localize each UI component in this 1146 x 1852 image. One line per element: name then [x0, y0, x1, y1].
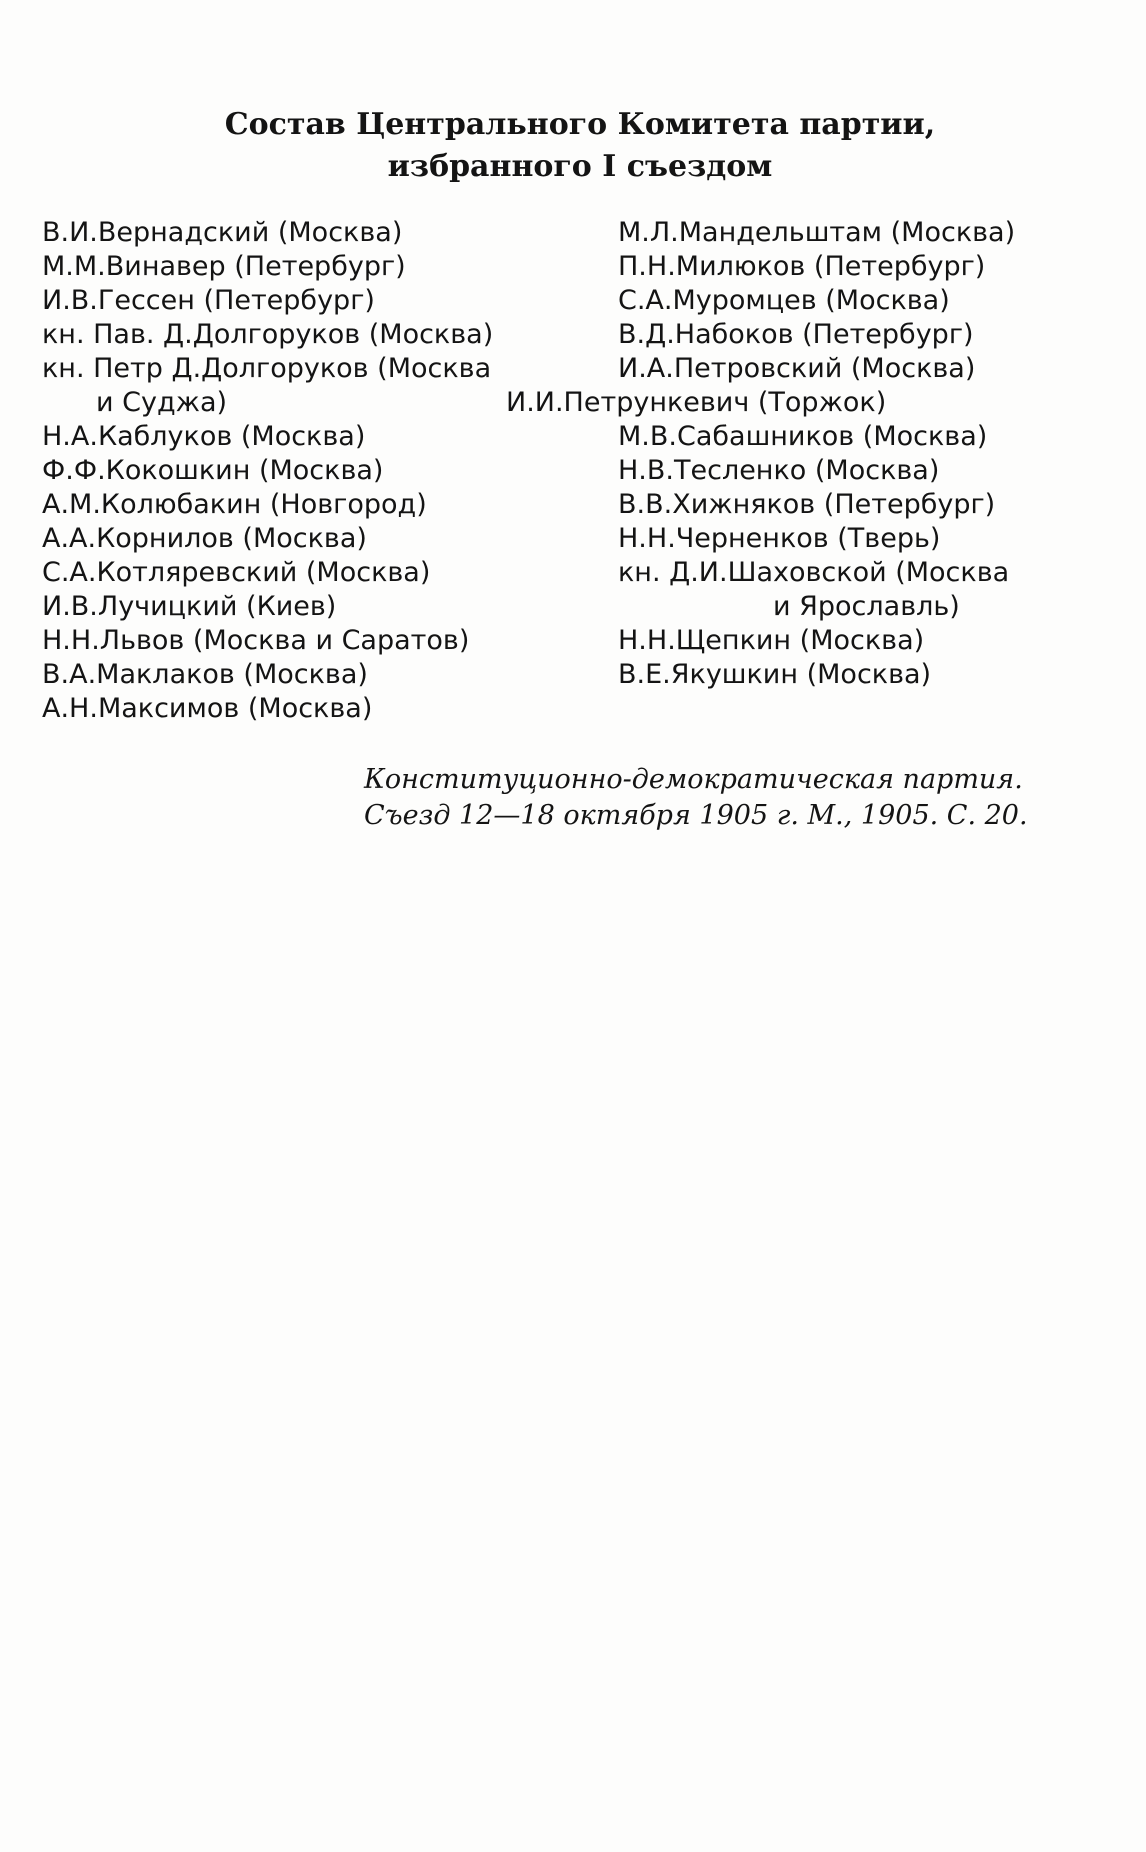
member-entry-continuation: и Ярославль): [773, 591, 960, 622]
member-entry: В.А.Маклаков (Москва): [42, 659, 368, 690]
member-entry: А.М.Колюбакин (Новгород): [42, 489, 427, 520]
member-entry: С.А.Муромцев (Москва): [618, 285, 950, 316]
member-entry: Н.В.Тесленко (Москва): [618, 455, 940, 486]
member-entry: В.Е.Якушкин (Москва): [618, 659, 932, 690]
member-entry: М.В.Сабашников (Москва): [618, 421, 988, 452]
member-entry: кн. Пав. Д.Долгоруков (Москва): [42, 319, 494, 350]
member-entry: Н.Н.Львов (Москва и Саратов): [42, 625, 470, 656]
member-entry: кн. Д.И.Шаховской (Москва: [618, 557, 1010, 588]
members-right-column: [506, 216, 1016, 692]
member-entry: И.А.Петровский (Москва): [618, 353, 976, 384]
member-entry: А.А.Корнилов (Москва): [42, 523, 367, 554]
title-line-2: избранного I съездом: [387, 149, 773, 184]
member-entry: В.В.Хижняков (Петербург): [618, 489, 996, 520]
source-citation: [364, 762, 1028, 834]
member-entry: В.Д.Набоков (Петербург): [618, 319, 974, 350]
member-entry-continuation: и Суджа): [96, 387, 228, 418]
member-entry: И.И.Петрункевич (Торжок): [506, 387, 887, 418]
members-left-column: [42, 216, 493, 726]
document-title: [0, 104, 1146, 188]
title-line-1: Состав Центрального Комитета партии,: [224, 107, 936, 142]
member-entry: Н.Н.Черненков (Тверь): [618, 523, 941, 554]
citation-line-2: Съезд 12—18 октября 1905 г. М., 1905. С. 20.: [364, 800, 1028, 831]
member-entry: Ф.Ф.Кокошкин (Москва): [42, 455, 384, 486]
member-entry: И.В.Гессен (Петербург): [42, 285, 375, 316]
member-entry: И.В.Лучицкий (Киев): [42, 591, 337, 622]
member-entry: С.А.Котляревский (Москва): [42, 557, 431, 588]
member-entry: Н.Н.Щепкин (Москва): [618, 625, 925, 656]
citation-line-1: Конституционно-демократическая партия.: [364, 764, 1023, 795]
member-entry: В.И.Вернадский (Москва): [42, 217, 403, 248]
member-entry: Н.А.Каблуков (Москва): [42, 421, 366, 452]
member-entry: А.Н.Максимов (Москва): [42, 693, 373, 724]
member-entry: М.Л.Мандельштам (Москва): [618, 217, 1016, 248]
member-entry: П.Н.Милюков (Петербург): [618, 251, 986, 282]
member-entry: кн. Петр Д.Долгоруков (Москва: [42, 353, 492, 384]
member-entry: М.М.Винавер (Петербург): [42, 251, 406, 282]
